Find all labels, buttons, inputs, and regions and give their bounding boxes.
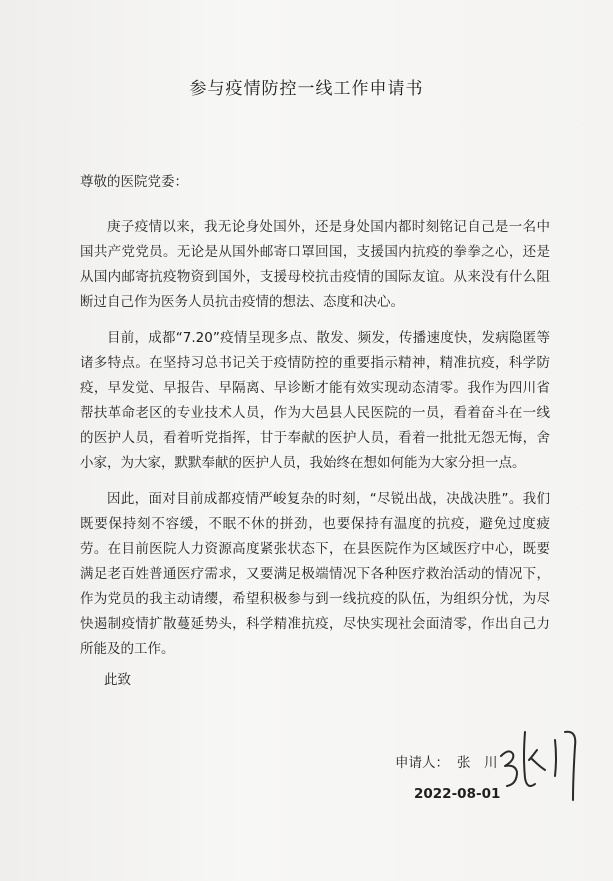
paragraph-2: 目前，成都“7.20”疫情呈现多点、散发、频发，传播速度快，发病隐匿等诸多特点。在坚持习总书记关于疫情防控的重要指示精神，精准抗疫，科学防疫，早发觉、早报告、早隔离、早诊断才能有效实现动态清零。我作为四川省帮扶革命老区的专业技术人员，作为大邑县人民医院的一员，看着奋斗在一线的医护人员，看着听党指挥，甘于奉献的医护人员，看着一批批无怨无悔，舍小家，为大家，默默奉献的医护人员，我始终在想如何能为大家分担一点。 bbox=[80, 330, 550, 471]
closing: 此致 bbox=[104, 672, 131, 688]
document-title: 参与疫情防控一线工作申请书 bbox=[189, 79, 424, 99]
handwritten-signature bbox=[495, 728, 585, 813]
paragraph-3: 因此，面对目前成都疫情严峻复杂的时刻，“尽锐出战，决战决胜”。我们既要保持刻不容缓，不眠不休的拼劲，也要保持有温度的抗疫，避免过度疲劳。在目前医院人力资源高度紧张状态下，在县医院作为区域医疗中心，既要满足老百姓普通医疗需求，又要满足极端情况下各种医疗救治活动的情况下，作为党员的我主动请缨，希望积极参与到一线抗疫的队伍，为组织分忧，为尽快遏制疫情扩散蔓延势头，科学精准抗疫，尽快实现社会面清零，作出自己力所能及的工作。 bbox=[80, 491, 550, 657]
salutation: 尊敬的医院党委： bbox=[80, 174, 188, 190]
paragraph-1: 庚子疫情以来，我无论身处国外，还是身处国内都时刻铭记自己是一名中国共产党党员。无论是从国外邮寄口罩回国，支援国内抗疫的拳拳之心，还是从国内邮寄抗疫物资到国外，支援母校抗击疫情的国际友谊。从来没有什么阻断过自己作为医务人员抗击疫情的想法、态度和决心。 bbox=[80, 219, 550, 310]
date: 2022-08-01 bbox=[414, 786, 501, 802]
letter-body bbox=[80, 215, 550, 673]
applicant-line bbox=[395, 751, 498, 771]
applicant-name: 张 川 bbox=[457, 755, 498, 771]
applicant-label: 申请人： bbox=[395, 755, 449, 771]
